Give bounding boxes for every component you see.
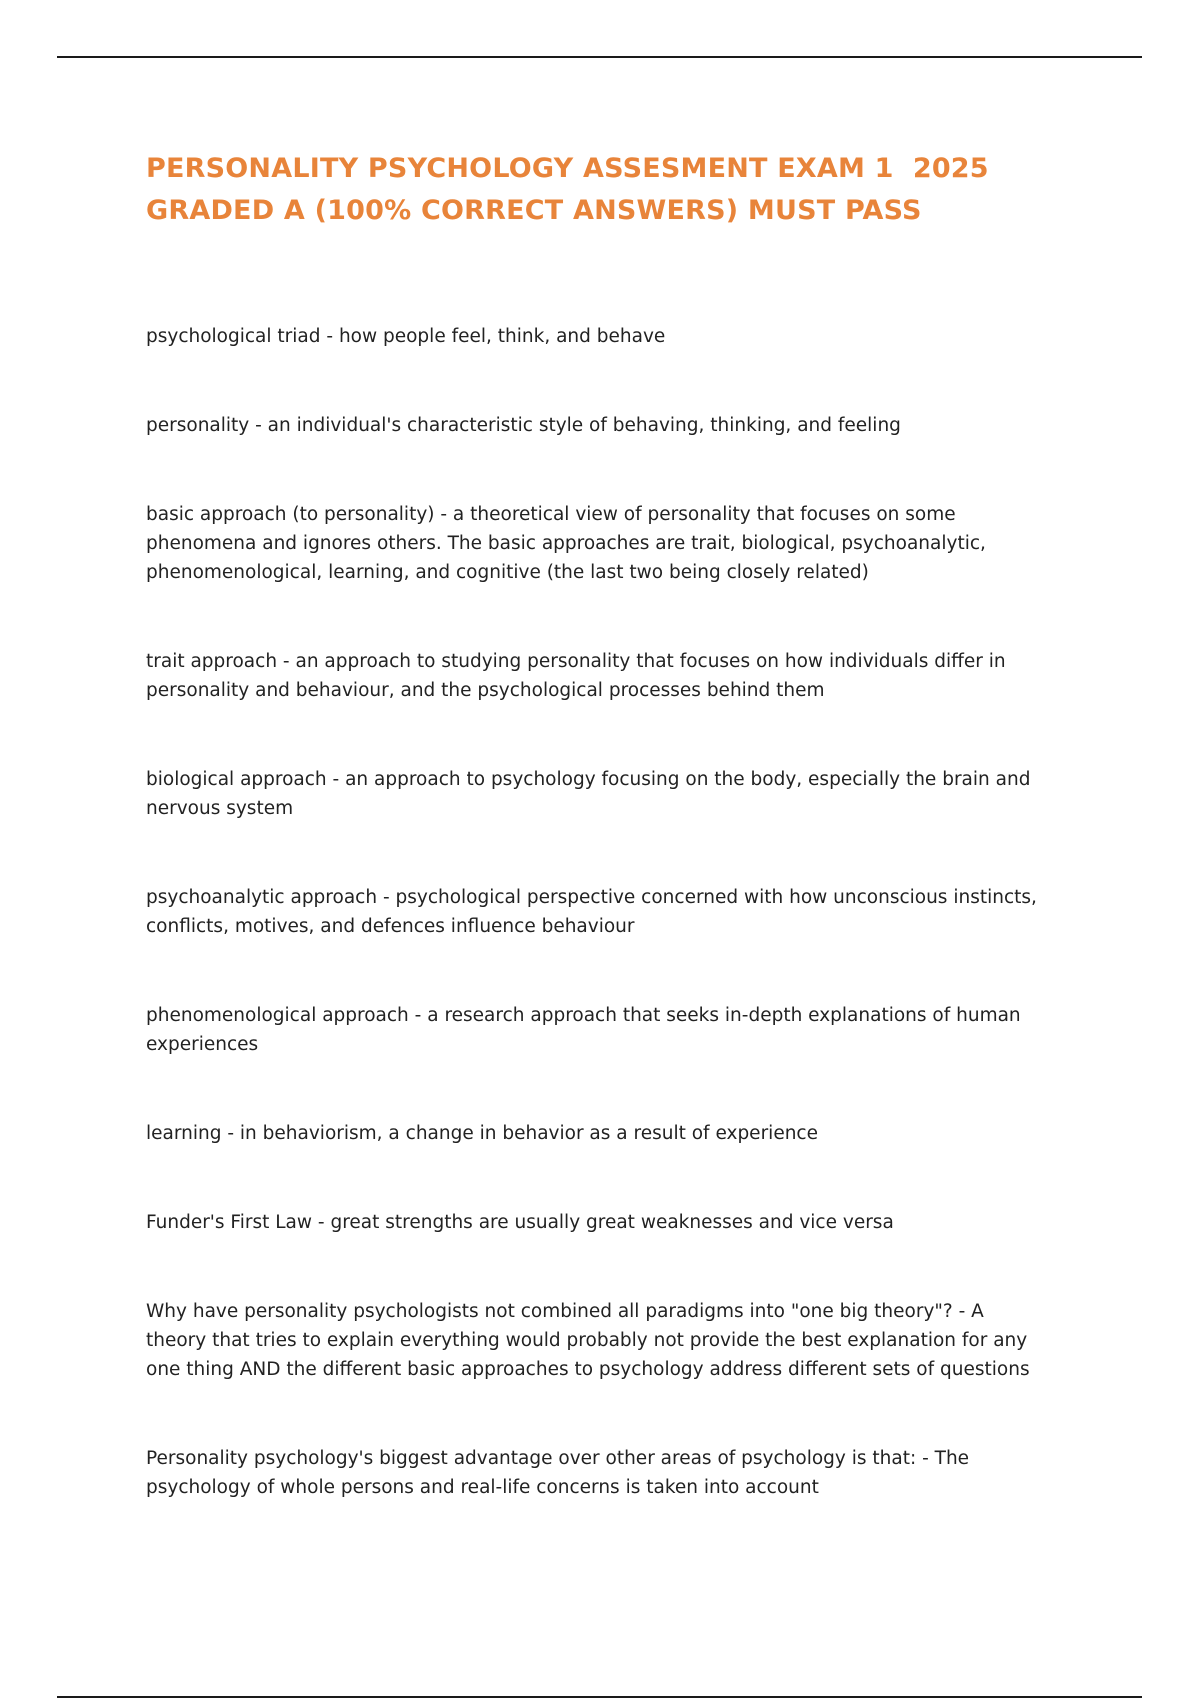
header-rule (57, 56, 1142, 58)
entry-term: psychoanalytic approach (146, 887, 378, 908)
entry-separator: - (221, 1123, 240, 1144)
entry-separator: - (952, 1301, 972, 1322)
entry-definition: A theory that tries to explain everything would probably not provide the best explanation for any one thing AND the different basic approaches to psychology address different sets of questions (146, 1301, 1030, 1380)
document-content (146, 148, 1046, 1562)
entry-separator: - (408, 1005, 428, 1026)
title-line-1: PERSONALITY PSYCHOLOGY ASSESMENT EXAM 1 2025 (146, 153, 989, 184)
entry-separator: - (312, 1212, 331, 1233)
entry-definition: psychological perspective concerned with how unconscious instincts, conflicts, motives, and defences influence behaviour (146, 887, 1037, 937)
entry-separator: - (326, 769, 346, 790)
entry-definition: how people feel, think, and behave (338, 326, 666, 347)
entry-separator: - (377, 887, 396, 908)
entry-definition: a theoretical view of personality that focuses on some phenomena and ignores others. The basic approaches are trait, biological, psychoanalytic, phenomenological, learning, and cognitive (the last two being closely related) (146, 504, 986, 583)
entry-term: trait approach (146, 651, 278, 672)
entry-definition: an approach to psychology focusing on the body, especially the brain and nervous system (146, 769, 1031, 819)
footer-rule (57, 1696, 1142, 1698)
flashcard-entry (146, 322, 1046, 351)
flashcard-entry (146, 411, 1046, 440)
entry-term: basic approach (to personality) (146, 504, 435, 525)
flashcard-list (146, 322, 1046, 1502)
entry-definition: a research approach that seeks in-depth explanations of human experiences (146, 1005, 1021, 1055)
entry-definition: an individual's characteristic style of behaving, thinking, and feeling (267, 415, 901, 436)
flashcard-entry (146, 647, 1046, 705)
flashcard-entry (146, 1208, 1046, 1237)
entry-separator: - (916, 1448, 935, 1469)
flashcard-entry (146, 1001, 1046, 1059)
flashcard-entry (146, 1119, 1046, 1148)
document-title (146, 148, 1046, 232)
flashcard-entry (146, 883, 1046, 941)
entry-separator: - (277, 651, 296, 672)
entry-term: Funder's First Law (146, 1212, 313, 1233)
entry-term: Why have personality psychologists not combined all paradigms into "one big theory"? (146, 1301, 953, 1322)
entry-term: psychological triad (146, 326, 321, 347)
title-line-2: GRADED A (100% CORRECT ANSWERS) MUST PASS (146, 195, 922, 226)
entry-definition: great strengths are usually great weaknesses and vice versa (330, 1212, 894, 1233)
flashcard-entry (146, 765, 1046, 823)
entry-separator: - (320, 326, 339, 347)
entry-definition: an approach to studying personality that focuses on how individuals differ in personality and behaviour, and the psychological processes behind them (146, 651, 1006, 701)
entry-term: Personality psychology's biggest advantage over other areas of psychology is that: (146, 1448, 917, 1469)
entry-term: biological approach (146, 769, 327, 790)
flashcard-entry (146, 1444, 1046, 1502)
entry-definition: The psychology of whole persons and real-life concerns is taken into account (146, 1448, 970, 1498)
entry-definition: in behaviorism, a change in behavior as a result of experience (239, 1123, 818, 1144)
flashcard-entry (146, 500, 1046, 587)
entry-separator: - (434, 504, 453, 525)
flashcard-entry (146, 1297, 1046, 1384)
entry-term: phenomenological approach (146, 1005, 409, 1026)
entry-term: learning (146, 1123, 222, 1144)
entry-separator: - (249, 415, 268, 436)
entry-term: personality (146, 415, 250, 436)
